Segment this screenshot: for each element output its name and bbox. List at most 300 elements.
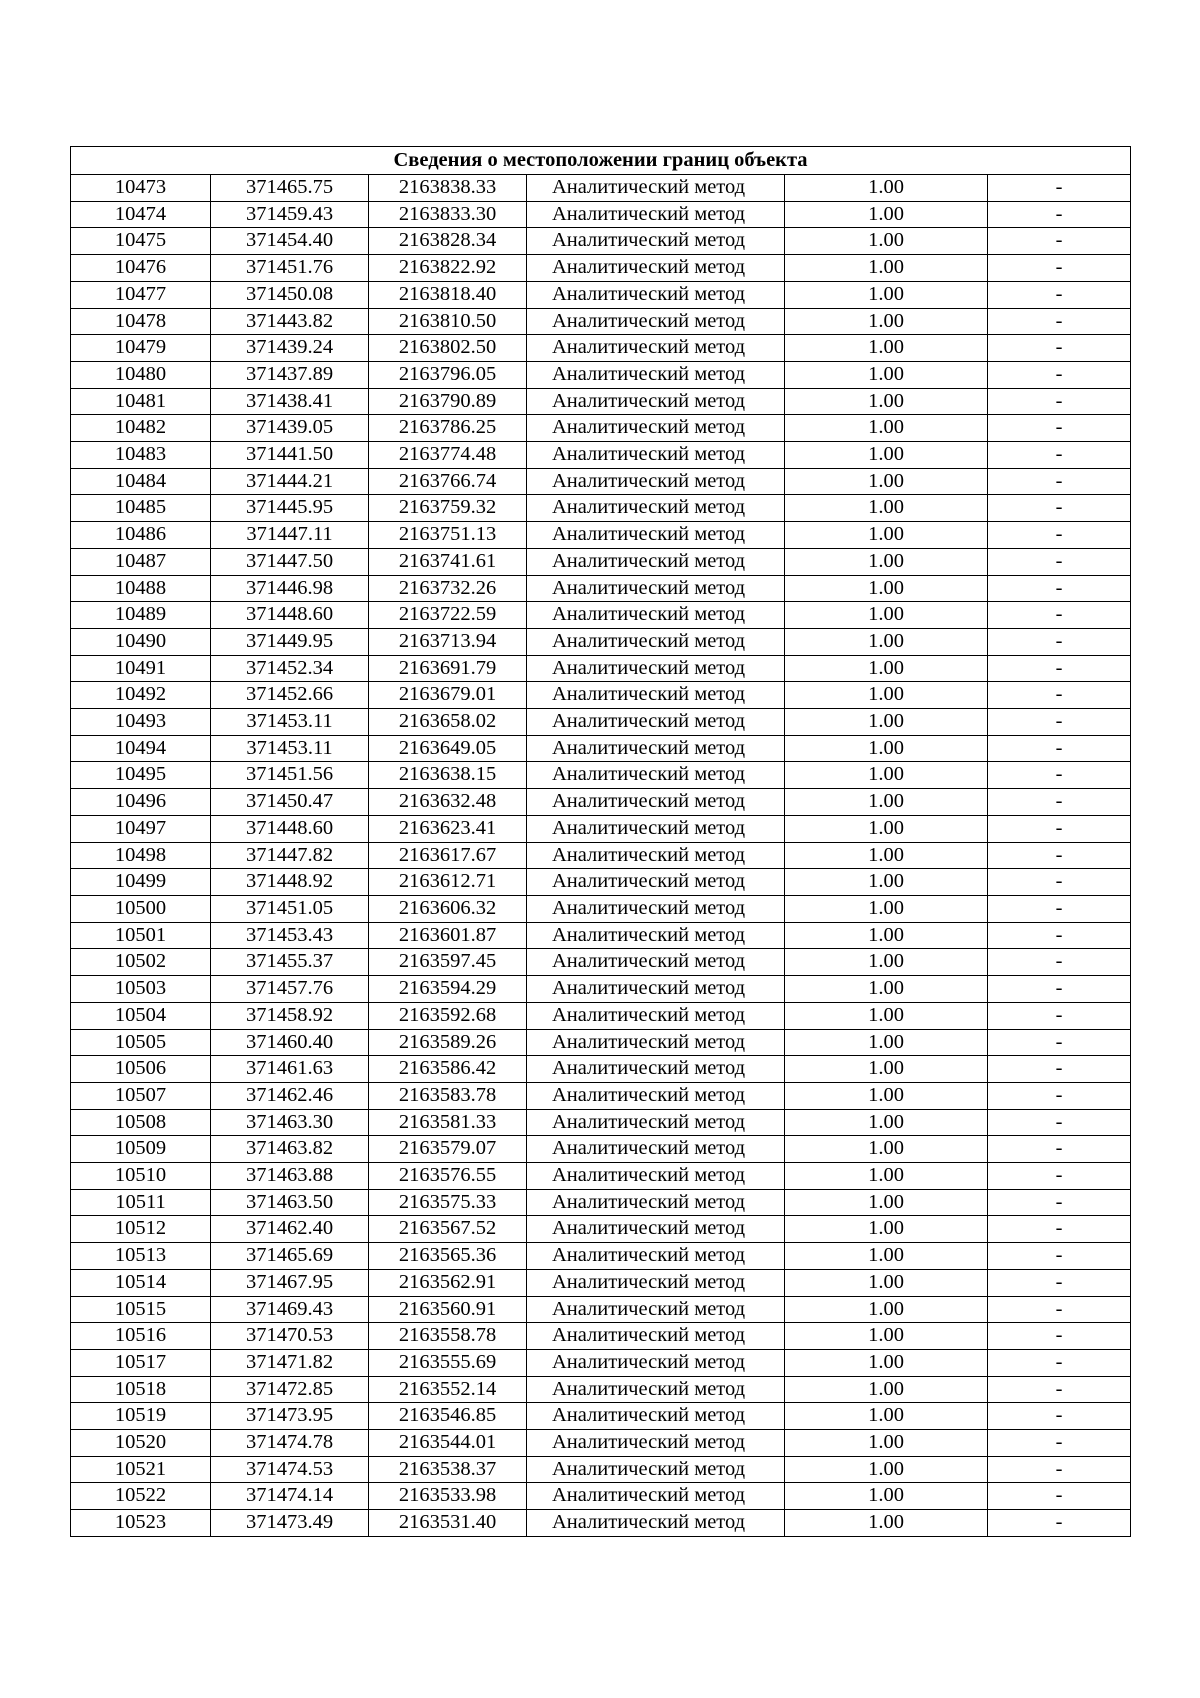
table-row [71, 1243, 1131, 1270]
accuracy-cell: 1.00 [785, 1189, 988, 1216]
x-coordinate-cell: 371459.43 [211, 201, 369, 228]
accuracy-cell: 1.00 [785, 1349, 988, 1376]
description-cell: - [988, 522, 1131, 549]
description-cell: - [988, 655, 1131, 682]
description-cell: - [988, 1109, 1131, 1136]
description-cell: - [988, 415, 1131, 442]
table-row [71, 388, 1131, 415]
table-row [71, 1269, 1131, 1296]
point-number-cell: 10509 [71, 1136, 211, 1163]
accuracy-cell: 1.00 [785, 1456, 988, 1483]
accuracy-cell: 1.00 [785, 1430, 988, 1457]
method-cell: Аналитический метод [527, 1483, 785, 1510]
table-row [71, 201, 1131, 228]
table-title: Сведения о местоположении границ объекта [71, 147, 1131, 175]
point-number-cell: 10495 [71, 762, 211, 789]
point-number-cell: 10516 [71, 1323, 211, 1350]
accuracy-cell: 1.00 [785, 388, 988, 415]
point-number-cell: 10500 [71, 895, 211, 922]
x-coordinate-cell: 371472.85 [211, 1376, 369, 1403]
y-coordinate-cell: 2163796.05 [369, 361, 527, 388]
method-cell: Аналитический метод [527, 1056, 785, 1083]
x-coordinate-cell: 371462.46 [211, 1082, 369, 1109]
accuracy-cell: 1.00 [785, 575, 988, 602]
accuracy-cell: 1.00 [785, 1109, 988, 1136]
description-cell: - [988, 976, 1131, 1003]
description-cell: - [988, 361, 1131, 388]
description-cell: - [988, 1216, 1131, 1243]
point-number-cell: 10504 [71, 1002, 211, 1029]
accuracy-cell: 1.00 [785, 682, 988, 709]
table-row [71, 1109, 1131, 1136]
point-number-cell: 10482 [71, 415, 211, 442]
x-coordinate-cell: 371458.92 [211, 1002, 369, 1029]
point-number-cell: 10493 [71, 709, 211, 736]
description-cell: - [988, 1269, 1131, 1296]
method-cell: Аналитический метод [527, 1403, 785, 1430]
point-number-cell: 10476 [71, 255, 211, 282]
point-number-cell: 10511 [71, 1189, 211, 1216]
point-number-cell: 10485 [71, 495, 211, 522]
y-coordinate-cell: 2163583.78 [369, 1082, 527, 1109]
point-number-cell: 10481 [71, 388, 211, 415]
point-number-cell: 10505 [71, 1029, 211, 1056]
description-cell: - [988, 602, 1131, 629]
point-number-cell: 10483 [71, 442, 211, 469]
point-number-cell: 10487 [71, 548, 211, 575]
x-coordinate-cell: 371451.76 [211, 255, 369, 282]
x-coordinate-cell: 371441.50 [211, 442, 369, 469]
y-coordinate-cell: 2163658.02 [369, 709, 527, 736]
y-coordinate-cell: 2163649.05 [369, 735, 527, 762]
point-number-cell: 10492 [71, 682, 211, 709]
accuracy-cell: 1.00 [785, 1216, 988, 1243]
y-coordinate-cell: 2163741.61 [369, 548, 527, 575]
table-row [71, 628, 1131, 655]
description-cell: - [988, 762, 1131, 789]
table-row [71, 1403, 1131, 1430]
method-cell: Аналитический метод [527, 548, 785, 575]
description-cell: - [988, 442, 1131, 469]
method-cell: Аналитический метод [527, 1216, 785, 1243]
x-coordinate-cell: 371439.05 [211, 415, 369, 442]
table-row [71, 442, 1131, 469]
x-coordinate-cell: 371465.69 [211, 1243, 369, 1270]
x-coordinate-cell: 371454.40 [211, 228, 369, 255]
y-coordinate-cell: 2163774.48 [369, 442, 527, 469]
point-number-cell: 10508 [71, 1109, 211, 1136]
description-cell: - [988, 228, 1131, 255]
point-number-cell: 10520 [71, 1430, 211, 1457]
y-coordinate-cell: 2163732.26 [369, 575, 527, 602]
description-cell: - [988, 1349, 1131, 1376]
description-cell: - [988, 1163, 1131, 1190]
point-number-cell: 10499 [71, 869, 211, 896]
table-row [71, 709, 1131, 736]
y-coordinate-cell: 2163576.55 [369, 1163, 527, 1190]
y-coordinate-cell: 2163786.25 [369, 415, 527, 442]
x-coordinate-cell: 371471.82 [211, 1349, 369, 1376]
table-row [71, 1163, 1131, 1190]
point-number-cell: 10491 [71, 655, 211, 682]
x-coordinate-cell: 371448.60 [211, 602, 369, 629]
accuracy-cell: 1.00 [785, 1483, 988, 1510]
x-coordinate-cell: 371465.75 [211, 175, 369, 202]
table-row [71, 922, 1131, 949]
description-cell: - [988, 869, 1131, 896]
description-cell: - [988, 682, 1131, 709]
y-coordinate-cell: 2163722.59 [369, 602, 527, 629]
description-cell: - [988, 548, 1131, 575]
table-row [71, 1056, 1131, 1083]
point-number-cell: 10515 [71, 1296, 211, 1323]
point-number-cell: 10475 [71, 228, 211, 255]
x-coordinate-cell: 371446.98 [211, 575, 369, 602]
y-coordinate-cell: 2163617.67 [369, 842, 527, 869]
accuracy-cell: 1.00 [785, 175, 988, 202]
point-number-cell: 10494 [71, 735, 211, 762]
point-number-cell: 10513 [71, 1243, 211, 1270]
table-row [71, 361, 1131, 388]
point-number-cell: 10497 [71, 815, 211, 842]
y-coordinate-cell: 2163632.48 [369, 789, 527, 816]
description-cell: - [988, 468, 1131, 495]
table-row [71, 895, 1131, 922]
method-cell: Аналитический метод [527, 361, 785, 388]
accuracy-cell: 1.00 [785, 949, 988, 976]
method-cell: Аналитический метод [527, 602, 785, 629]
accuracy-cell: 1.00 [785, 495, 988, 522]
method-cell: Аналитический метод [527, 895, 785, 922]
table-row [71, 308, 1131, 335]
x-coordinate-cell: 371439.24 [211, 335, 369, 362]
table-row [71, 228, 1131, 255]
accuracy-cell: 1.00 [785, 1376, 988, 1403]
description-cell: - [988, 735, 1131, 762]
table-row [71, 815, 1131, 842]
x-coordinate-cell: 371462.40 [211, 1216, 369, 1243]
method-cell: Аналитический метод [527, 976, 785, 1003]
x-coordinate-cell: 371452.66 [211, 682, 369, 709]
x-coordinate-cell: 371460.40 [211, 1029, 369, 1056]
y-coordinate-cell: 2163560.91 [369, 1296, 527, 1323]
y-coordinate-cell: 2163713.94 [369, 628, 527, 655]
method-cell: Аналитический метод [527, 682, 785, 709]
table-row [71, 1136, 1131, 1163]
description-cell: - [988, 1483, 1131, 1510]
y-coordinate-cell: 2163679.01 [369, 682, 527, 709]
x-coordinate-cell: 371469.43 [211, 1296, 369, 1323]
accuracy-cell: 1.00 [785, 1269, 988, 1296]
method-cell: Аналитический метод [527, 628, 785, 655]
accuracy-cell: 1.00 [785, 869, 988, 896]
method-cell: Аналитический метод [527, 468, 785, 495]
point-number-cell: 10518 [71, 1376, 211, 1403]
description-cell: - [988, 1296, 1131, 1323]
x-coordinate-cell: 371445.95 [211, 495, 369, 522]
table-row [71, 682, 1131, 709]
point-number-cell: 10514 [71, 1269, 211, 1296]
y-coordinate-cell: 2163538.37 [369, 1456, 527, 1483]
method-cell: Аналитический метод [527, 709, 785, 736]
y-coordinate-cell: 2163597.45 [369, 949, 527, 976]
accuracy-cell: 1.00 [785, 735, 988, 762]
y-coordinate-cell: 2163638.15 [369, 762, 527, 789]
table-row [71, 175, 1131, 202]
accuracy-cell: 1.00 [785, 895, 988, 922]
accuracy-cell: 1.00 [785, 922, 988, 949]
table-row [71, 468, 1131, 495]
point-number-cell: 10523 [71, 1510, 211, 1537]
description-cell: - [988, 175, 1131, 202]
x-coordinate-cell: 371448.60 [211, 815, 369, 842]
x-coordinate-cell: 371474.14 [211, 1483, 369, 1510]
method-cell: Аналитический метод [527, 1243, 785, 1270]
table-row [71, 1189, 1131, 1216]
point-number-cell: 10501 [71, 922, 211, 949]
method-cell: Аналитический метод [527, 442, 785, 469]
description-cell: - [988, 922, 1131, 949]
table-row [71, 1349, 1131, 1376]
x-coordinate-cell: 371457.76 [211, 976, 369, 1003]
description-cell: - [988, 709, 1131, 736]
method-cell: Аналитический метод [527, 415, 785, 442]
table-row [71, 1029, 1131, 1056]
table-row [71, 255, 1131, 282]
accuracy-cell: 1.00 [785, 762, 988, 789]
description-cell: - [988, 1056, 1131, 1083]
method-cell: Аналитический метод [527, 815, 785, 842]
method-cell: Аналитический метод [527, 1456, 785, 1483]
y-coordinate-cell: 2163766.74 [369, 468, 527, 495]
table-row [71, 522, 1131, 549]
method-cell: Аналитический метод [527, 1189, 785, 1216]
accuracy-cell: 1.00 [785, 415, 988, 442]
description-cell: - [988, 1082, 1131, 1109]
y-coordinate-cell: 2163567.52 [369, 1216, 527, 1243]
y-coordinate-cell: 2163558.78 [369, 1323, 527, 1350]
table-row [71, 1216, 1131, 1243]
accuracy-cell: 1.00 [785, 1296, 988, 1323]
description-cell: - [988, 1323, 1131, 1350]
description-cell: - [988, 201, 1131, 228]
description-cell: - [988, 388, 1131, 415]
x-coordinate-cell: 371474.53 [211, 1456, 369, 1483]
y-coordinate-cell: 2163759.32 [369, 495, 527, 522]
point-number-cell: 10519 [71, 1403, 211, 1430]
description-cell: - [988, 495, 1131, 522]
point-number-cell: 10521 [71, 1456, 211, 1483]
accuracy-cell: 1.00 [785, 442, 988, 469]
method-cell: Аналитический метод [527, 762, 785, 789]
y-coordinate-cell: 2163531.40 [369, 1510, 527, 1537]
method-cell: Аналитический метод [527, 255, 785, 282]
description-cell: - [988, 842, 1131, 869]
x-coordinate-cell: 371449.95 [211, 628, 369, 655]
x-coordinate-cell: 371453.11 [211, 735, 369, 762]
point-number-cell: 10522 [71, 1483, 211, 1510]
y-coordinate-cell: 2163579.07 [369, 1136, 527, 1163]
point-number-cell: 10517 [71, 1349, 211, 1376]
description-cell: - [988, 1403, 1131, 1430]
y-coordinate-cell: 2163544.01 [369, 1430, 527, 1457]
table-row [71, 602, 1131, 629]
point-number-cell: 10488 [71, 575, 211, 602]
method-cell: Аналитический метод [527, 1510, 785, 1537]
y-coordinate-cell: 2163612.71 [369, 869, 527, 896]
table-row [71, 1510, 1131, 1537]
x-coordinate-cell: 371453.43 [211, 922, 369, 949]
accuracy-cell: 1.00 [785, 842, 988, 869]
accuracy-cell: 1.00 [785, 1403, 988, 1430]
accuracy-cell: 1.00 [785, 335, 988, 362]
description-cell: - [988, 815, 1131, 842]
accuracy-cell: 1.00 [785, 1323, 988, 1350]
accuracy-cell: 1.00 [785, 1082, 988, 1109]
x-coordinate-cell: 371447.11 [211, 522, 369, 549]
table-row [71, 976, 1131, 1003]
x-coordinate-cell: 371467.95 [211, 1269, 369, 1296]
x-coordinate-cell: 371444.21 [211, 468, 369, 495]
table-row [71, 548, 1131, 575]
method-cell: Аналитический метод [527, 1349, 785, 1376]
x-coordinate-cell: 371453.11 [211, 709, 369, 736]
point-number-cell: 10512 [71, 1216, 211, 1243]
description-cell: - [988, 335, 1131, 362]
y-coordinate-cell: 2163691.79 [369, 655, 527, 682]
method-cell: Аналитический метод [527, 1002, 785, 1029]
y-coordinate-cell: 2163565.36 [369, 1243, 527, 1270]
accuracy-cell: 1.00 [785, 1510, 988, 1537]
table-row [71, 842, 1131, 869]
point-number-cell: 10484 [71, 468, 211, 495]
method-cell: Аналитический метод [527, 1109, 785, 1136]
table-row [71, 1002, 1131, 1029]
x-coordinate-cell: 371452.34 [211, 655, 369, 682]
method-cell: Аналитический метод [527, 281, 785, 308]
point-number-cell: 10473 [71, 175, 211, 202]
boundary-coordinates-table [70, 146, 1131, 1537]
x-coordinate-cell: 371451.56 [211, 762, 369, 789]
method-cell: Аналитический метод [527, 388, 785, 415]
accuracy-cell: 1.00 [785, 1056, 988, 1083]
description-cell: - [988, 1002, 1131, 1029]
description-cell: - [988, 575, 1131, 602]
method-cell: Аналитический метод [527, 495, 785, 522]
description-cell: - [988, 789, 1131, 816]
accuracy-cell: 1.00 [785, 361, 988, 388]
table-row [71, 495, 1131, 522]
method-cell: Аналитический метод [527, 1296, 785, 1323]
method-cell: Аналитический метод [527, 655, 785, 682]
accuracy-cell: 1.00 [785, 201, 988, 228]
x-coordinate-cell: 371463.50 [211, 1189, 369, 1216]
y-coordinate-cell: 2163818.40 [369, 281, 527, 308]
description-cell: - [988, 1189, 1131, 1216]
table-row [71, 1296, 1131, 1323]
method-cell: Аналитический метод [527, 308, 785, 335]
y-coordinate-cell: 2163623.41 [369, 815, 527, 842]
method-cell: Аналитический метод [527, 1029, 785, 1056]
description-cell: - [988, 308, 1131, 335]
method-cell: Аналитический метод [527, 335, 785, 362]
y-coordinate-cell: 2163555.69 [369, 1349, 527, 1376]
point-number-cell: 10489 [71, 602, 211, 629]
table-row [71, 575, 1131, 602]
description-cell: - [988, 1376, 1131, 1403]
accuracy-cell: 1.00 [785, 1002, 988, 1029]
description-cell: - [988, 1243, 1131, 1270]
y-coordinate-cell: 2163581.33 [369, 1109, 527, 1136]
method-cell: Аналитический метод [527, 1082, 785, 1109]
point-number-cell: 10490 [71, 628, 211, 655]
accuracy-cell: 1.00 [785, 976, 988, 1003]
accuracy-cell: 1.00 [785, 789, 988, 816]
x-coordinate-cell: 371473.95 [211, 1403, 369, 1430]
method-cell: Аналитический метод [527, 1269, 785, 1296]
table-row [71, 1456, 1131, 1483]
y-coordinate-cell: 2163822.92 [369, 255, 527, 282]
description-cell: - [988, 1430, 1131, 1457]
table-row [71, 655, 1131, 682]
method-cell: Аналитический метод [527, 1376, 785, 1403]
method-cell: Аналитический метод [527, 201, 785, 228]
x-coordinate-cell: 371474.78 [211, 1430, 369, 1457]
table-row [71, 281, 1131, 308]
description-cell: - [988, 281, 1131, 308]
y-coordinate-cell: 2163586.42 [369, 1056, 527, 1083]
method-cell: Аналитический метод [527, 949, 785, 976]
x-coordinate-cell: 371463.82 [211, 1136, 369, 1163]
point-number-cell: 10486 [71, 522, 211, 549]
x-coordinate-cell: 371438.41 [211, 388, 369, 415]
y-coordinate-cell: 2163833.30 [369, 201, 527, 228]
x-coordinate-cell: 371463.30 [211, 1109, 369, 1136]
point-number-cell: 10474 [71, 201, 211, 228]
table-body [71, 175, 1131, 1537]
point-number-cell: 10496 [71, 789, 211, 816]
point-number-cell: 10510 [71, 1163, 211, 1190]
y-coordinate-cell: 2163589.26 [369, 1029, 527, 1056]
y-coordinate-cell: 2163546.85 [369, 1403, 527, 1430]
table-row [71, 949, 1131, 976]
y-coordinate-cell: 2163552.14 [369, 1376, 527, 1403]
x-coordinate-cell: 371470.53 [211, 1323, 369, 1350]
y-coordinate-cell: 2163810.50 [369, 308, 527, 335]
table-row [71, 869, 1131, 896]
x-coordinate-cell: 371447.82 [211, 842, 369, 869]
table-row [71, 1376, 1131, 1403]
x-coordinate-cell: 371448.92 [211, 869, 369, 896]
table-title-row [71, 147, 1131, 175]
point-number-cell: 10479 [71, 335, 211, 362]
x-coordinate-cell: 371473.49 [211, 1510, 369, 1537]
method-cell: Аналитический метод [527, 789, 785, 816]
y-coordinate-cell: 2163592.68 [369, 1002, 527, 1029]
method-cell: Аналитический метод [527, 842, 785, 869]
description-cell: - [988, 255, 1131, 282]
method-cell: Аналитический метод [527, 1136, 785, 1163]
y-coordinate-cell: 2163575.33 [369, 1189, 527, 1216]
x-coordinate-cell: 371451.05 [211, 895, 369, 922]
table-row [71, 789, 1131, 816]
table-row [71, 415, 1131, 442]
y-coordinate-cell: 2163838.33 [369, 175, 527, 202]
table-row [71, 1483, 1131, 1510]
method-cell: Аналитический метод [527, 1430, 785, 1457]
method-cell: Аналитический метод [527, 1323, 785, 1350]
y-coordinate-cell: 2163562.91 [369, 1269, 527, 1296]
